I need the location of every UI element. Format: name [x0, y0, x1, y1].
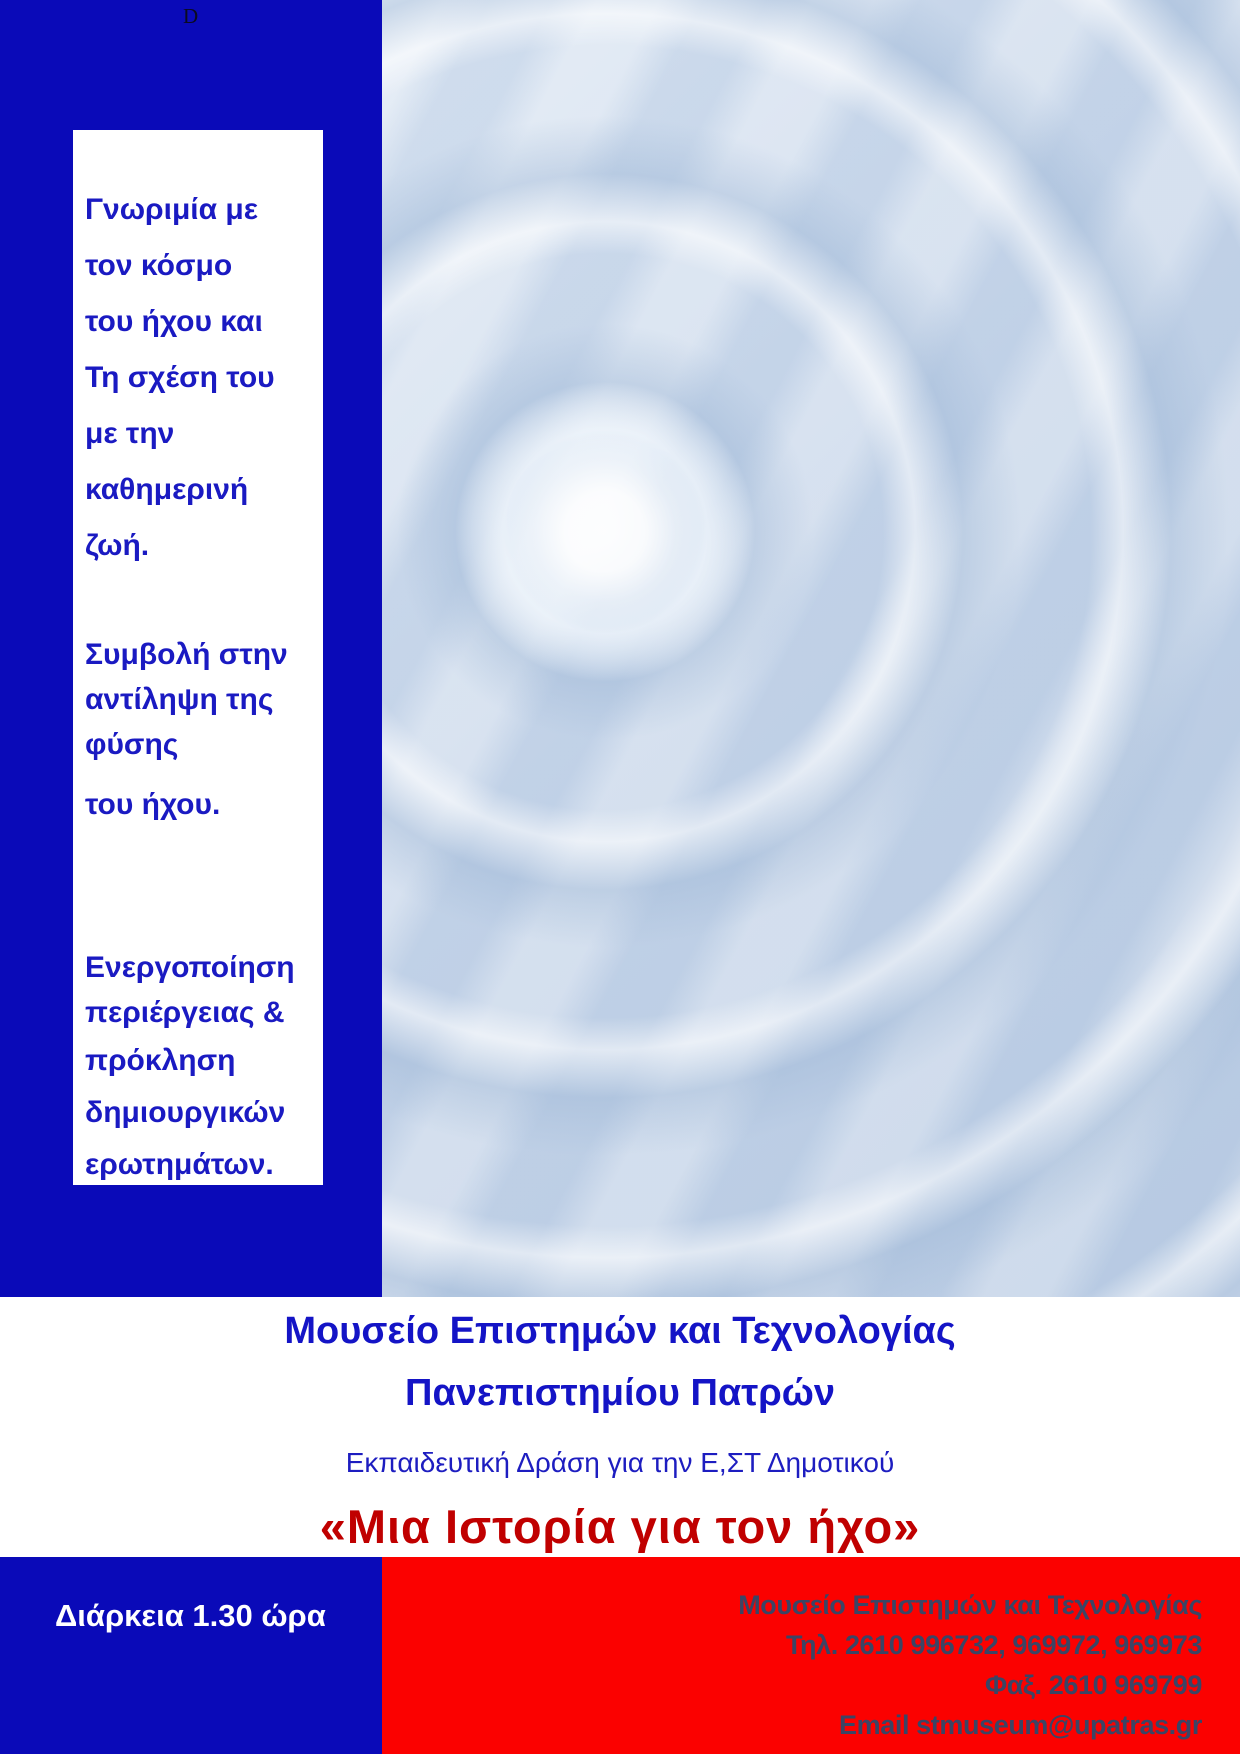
footer-blue-band [0, 1557, 382, 1754]
info-line: καθημερινή [85, 473, 249, 506]
info-line: του ήχου και [85, 305, 263, 338]
info-line: ζωή. [85, 529, 150, 562]
info-line: πρόκληση [85, 1044, 236, 1077]
info-line: δημιουργικών [85, 1096, 286, 1129]
contact-name: Μουσείο Επιστημών και Τεχνολογίας [738, 1590, 1202, 1620]
footer-red-band [382, 1557, 1240, 1754]
museum-title-line2: Πανεπιστημίου Πατρών [405, 1372, 835, 1414]
contact-phone: Τηλ. 2610 996732, 969972, 969973 [785, 1630, 1202, 1660]
info-line: Γνωριμία με [85, 193, 259, 226]
duration-label: Διάρκεια 1.30 ώρα [55, 1598, 326, 1633]
contact-email: Email stmuseum@upatras.gr [839, 1710, 1202, 1740]
info-line: με την [85, 417, 175, 450]
info-box [73, 130, 323, 1185]
event-title: «Μια Ιστορία για τον ήχο» [319, 1500, 921, 1553]
info-line: Ενεργοποίηση [85, 951, 295, 984]
info-line: φύσης [85, 728, 179, 761]
title-block [0, 1297, 1240, 1557]
info-line: ερωτημάτων. [85, 1148, 274, 1181]
corner-mark: D [183, 4, 199, 28]
info-line: τον κόσμο [85, 249, 233, 282]
museum-title-line1: Μουσείο Επιστημών και Τεχνολογίας [284, 1310, 956, 1352]
water-ripple-image [382, 0, 1240, 1297]
info-line: περιέργειας & [85, 996, 285, 1029]
info-line: αντίληψη της [85, 683, 274, 716]
program-subtitle: Εκπαιδευτική Δράση για την Ε,ΣΤ Δημοτικού [345, 1447, 895, 1478]
info-line: του ήχου. [85, 788, 221, 821]
info-line: Συμβολή στην [85, 638, 288, 671]
contact-fax: Φαξ. 2610 969799 [984, 1670, 1202, 1700]
info-line: Τη σχέση του [85, 361, 275, 394]
